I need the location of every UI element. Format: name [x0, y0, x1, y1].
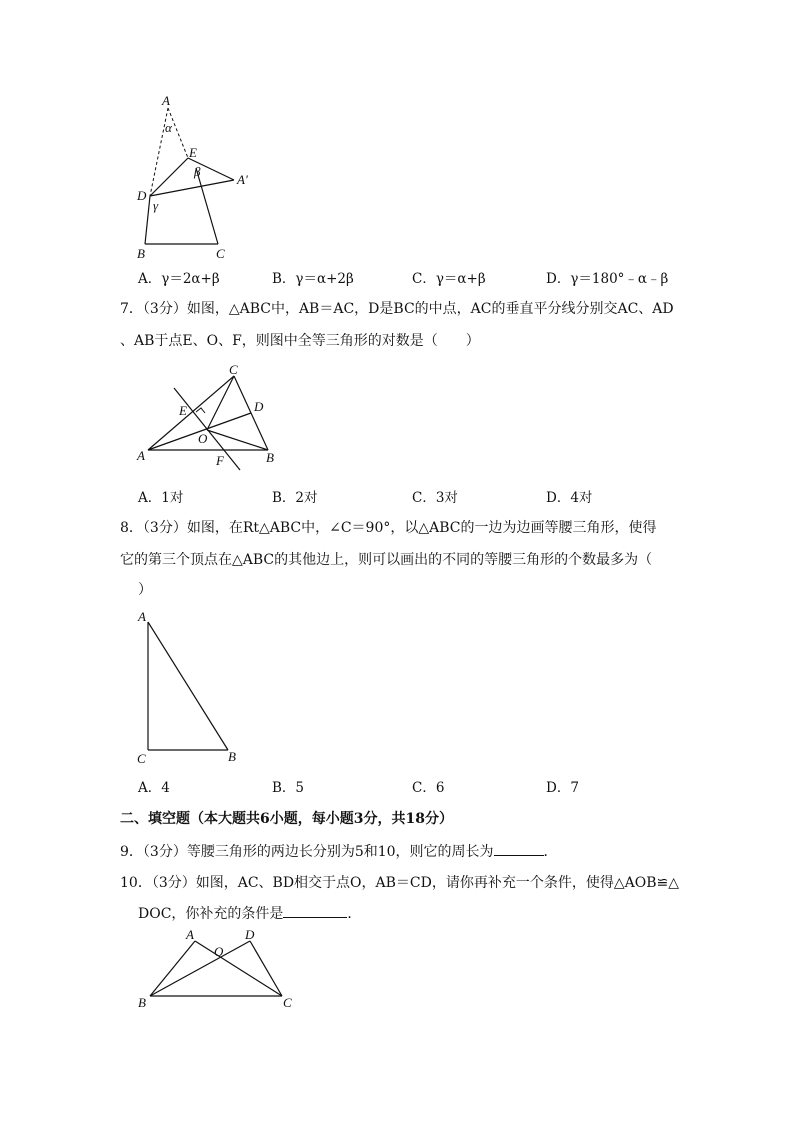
q10-label-C: C: [283, 995, 292, 1010]
q8-option-d: D．7: [546, 780, 579, 796]
q7-label-F: F: [216, 453, 224, 468]
q6-label-B: B: [137, 246, 145, 261]
q8-stem-line2: 它的第三个顶点在△ABC的其他边上，则可以画出的不同的等腰三角形的个数最多为（: [120, 552, 653, 568]
q8-label-C: C: [137, 751, 146, 766]
q6-option-c: C．γ＝α+β: [412, 271, 486, 287]
q7-option-a: A．1对: [138, 490, 184, 506]
q6-option-a: A．γ＝2α+β: [138, 271, 220, 287]
q7-stem-line1: 7．（3分）如图，△ABC中，AB＝AC，D是BC的中点，AC的垂直平分线分别交AC、AD: [120, 301, 674, 317]
q9-stem-end: ．: [543, 844, 558, 860]
q7-option-b: B．2对: [272, 490, 318, 506]
section-2-heading: 二、填空题（本大题共6小题，每小题3分，共18分）: [120, 811, 453, 827]
q8-option-b: B．5: [272, 780, 305, 796]
q6-option-b: B．γ＝α+2β: [272, 271, 354, 287]
q7-label-B: B: [266, 450, 274, 465]
q7-stem-line2: 、AB于点E、O、F，则图中全等三角形的对数是（ ）: [120, 333, 480, 349]
q10-label-A: A: [186, 927, 194, 942]
q8-stem-line1: 8．（3分）如图，在Rt△ABC中，∠C＝90°，以△ABC的一边为边画等腰三角形，使得: [120, 520, 657, 536]
q10-label-O: O: [214, 944, 224, 959]
q10-label-B: B: [138, 995, 146, 1010]
q8-option-a: A．4: [138, 780, 170, 796]
q8-stem-line3: ）: [138, 582, 152, 598]
q10-label-D: D: [245, 927, 255, 942]
q7-label-O: O: [198, 431, 208, 446]
q6-label-A: A: [162, 93, 170, 108]
q7-option-d: D．4对: [546, 490, 593, 506]
q8-label-B: B: [228, 749, 236, 764]
q7-option-c: C．3对: [412, 490, 458, 506]
q6-label-beta: β: [194, 164, 201, 179]
q7-label-D: D: [254, 399, 264, 414]
q6-label-E: E: [189, 145, 197, 160]
q8-option-c: C．6: [412, 780, 445, 796]
q9-stem-text: 9．（3分）等腰三角形的两边长分别为5和10，则它的周长为: [120, 844, 494, 860]
q6-label-A-prime: A′: [237, 172, 248, 187]
q7-label-E: E: [179, 403, 187, 418]
q10-stem-text: DOC，你补充的条件是: [138, 906, 284, 922]
q6-label-D: D: [137, 188, 147, 203]
q7-label-C: C: [229, 362, 238, 377]
q6-label-alpha: α: [165, 120, 172, 135]
q8-label-A: A: [138, 609, 146, 624]
q6-label-gamma: γ: [153, 198, 159, 213]
q6-label-C: C: [216, 246, 225, 261]
q10-stem-line1: 10．（3分）如图，AC、BD相交于点O，AB＝CD，请你再补充一个条件，使得△AOB≌△: [120, 875, 680, 891]
q7-label-A: A: [137, 448, 145, 463]
q6-option-d: D．γ＝180°﹣α﹣β: [546, 271, 669, 287]
q10-stem-end: ．: [347, 906, 362, 922]
